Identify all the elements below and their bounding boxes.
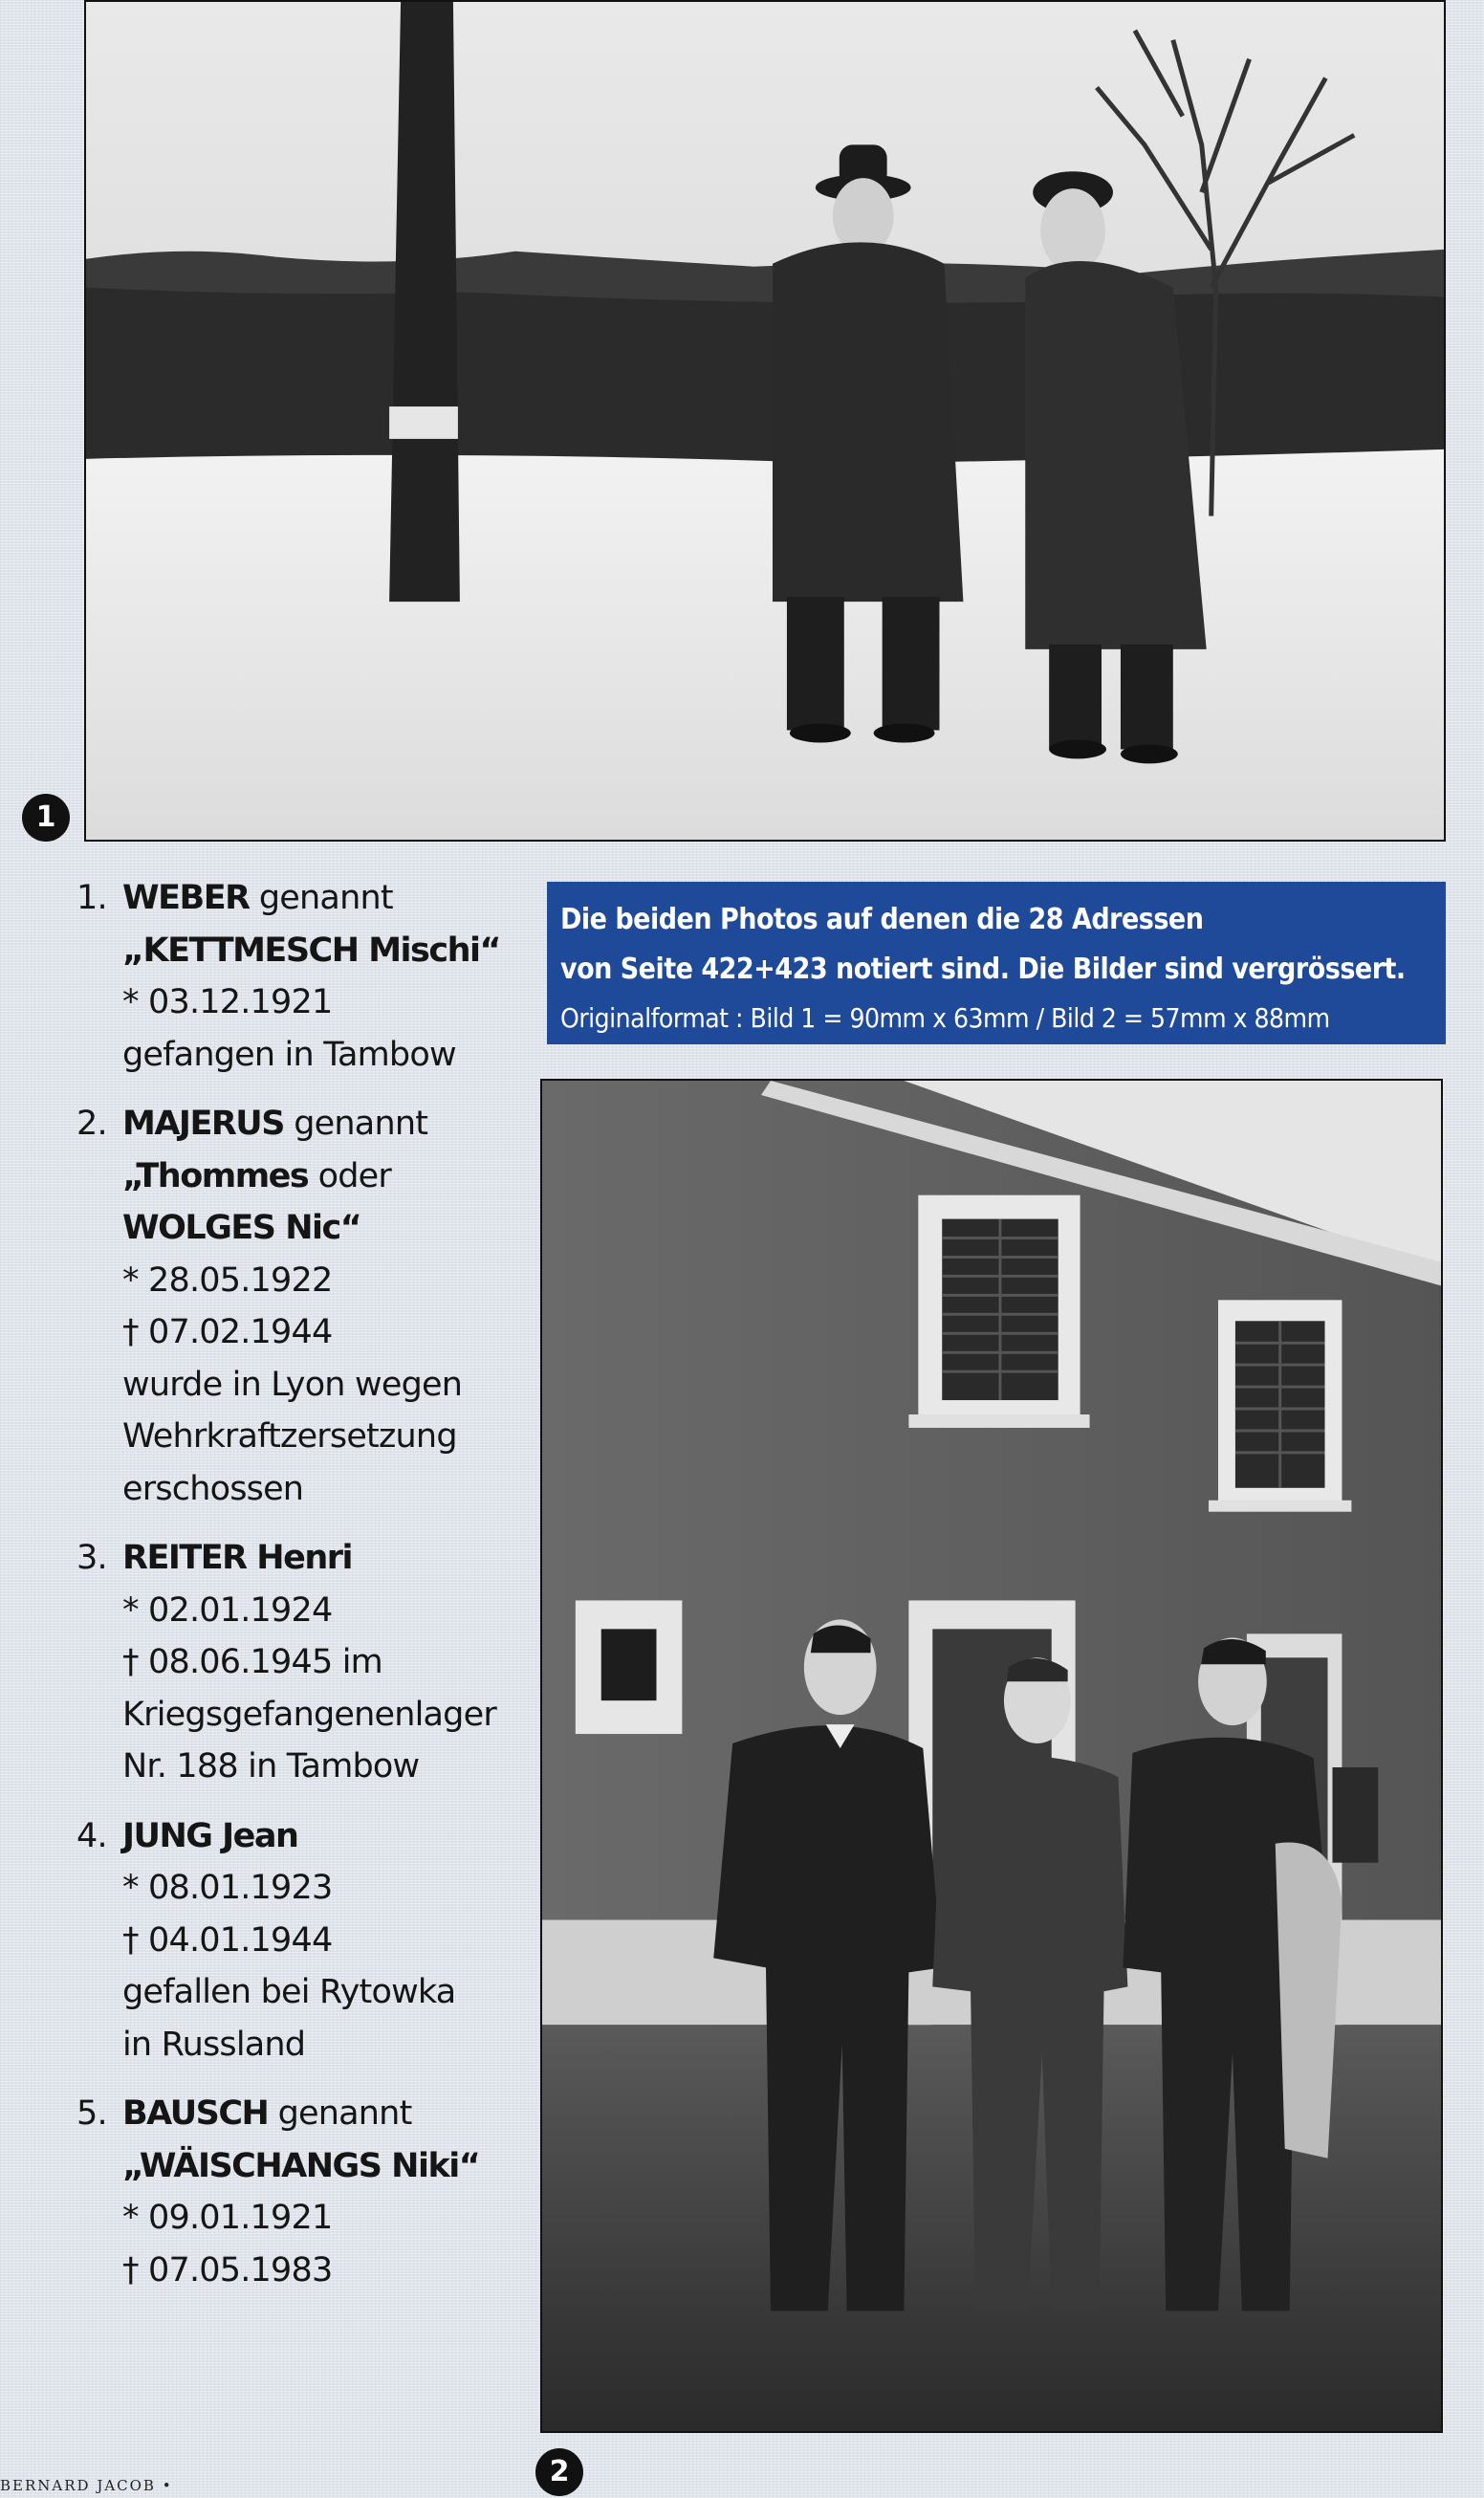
entry-note: gefallen bei Rytowka xyxy=(122,1973,456,2011)
entry-name: MAJERUS xyxy=(122,1105,284,1143)
entry-died: † 08.06.1945 im xyxy=(122,1643,382,1681)
entry-note: gefangen in Tambow xyxy=(122,1035,456,1074)
entry-name-suffix: genannt xyxy=(249,879,393,917)
footer-author: BERNARD JACOB • xyxy=(0,2477,173,2494)
entry-born: * 03.12.1921 xyxy=(122,983,333,1021)
photo-1-number-badge: 1 xyxy=(22,794,70,842)
caption-line-2: von Seite 422+423 notiert sind. Die Bilder sind vergrössert. xyxy=(560,953,1406,986)
entry-died: † 04.01.1944 xyxy=(122,1920,333,1960)
entry-note: wurde in Lyon wegen xyxy=(122,1365,463,1404)
entry-alias-suffix: oder xyxy=(308,1156,391,1195)
photo-1-image xyxy=(86,2,1444,840)
photo-2-number-badge: 2 xyxy=(535,2448,583,2496)
entry-born: * 28.05.1922 xyxy=(122,1260,333,1300)
entry-note: erschossen xyxy=(122,1469,304,1508)
entry-born: * 09.01.1921 xyxy=(122,2199,333,2237)
photo-caption-box xyxy=(547,882,1446,1044)
list-item xyxy=(57,872,526,1081)
entry-name: BAUSCH xyxy=(122,2094,269,2133)
entry-index: 3. xyxy=(76,1539,107,1577)
entry-index: 5. xyxy=(76,2094,107,2133)
entry-name: REITER Henri xyxy=(122,1539,353,1577)
entry-name: WEBER xyxy=(122,879,250,917)
entry-died: † 07.05.1983 xyxy=(122,2250,333,2290)
entry-alias: „Thommes xyxy=(122,1156,309,1195)
person-list xyxy=(57,872,526,2313)
list-item xyxy=(57,2088,526,2296)
entry-note: Kriegsgefangenenlager xyxy=(122,1695,496,1734)
entry-index: 4. xyxy=(76,1816,107,1855)
entry-name: JUNG Jean xyxy=(122,1816,298,1855)
entry-born: * 02.01.1924 xyxy=(122,1590,333,1630)
entry-died: † 07.02.1944 xyxy=(122,1313,333,1351)
entry-note: Nr. 188 in Tambow xyxy=(122,1747,420,1786)
photo-1-snow-scene xyxy=(84,0,1446,842)
list-item xyxy=(57,1098,526,1515)
list-item xyxy=(57,1810,526,2071)
entry-index: 2. xyxy=(76,1105,107,1143)
entry-alias: „KETTMESCH Mischi“ xyxy=(122,931,501,970)
photo-2-house-scene xyxy=(540,1079,1443,2433)
entry-index: 1. xyxy=(76,879,107,917)
entry-name-suffix: genannt xyxy=(268,2094,412,2133)
entry-born: * 08.01.1923 xyxy=(122,1869,333,1907)
entry-alias: „WÄISCHANGS Niki“ xyxy=(122,2146,480,2185)
entry-note: in Russland xyxy=(122,2025,306,2064)
entry-alias-2: WOLGES Nic“ xyxy=(122,1209,361,1247)
photo-2-image xyxy=(542,1081,1441,2431)
list-item xyxy=(57,1532,526,1793)
entry-name-suffix: genannt xyxy=(283,1105,428,1143)
caption-line-3: Originalformat : Bild 1 = 90mm x 63mm / Bild 2 = 57mm x 88mm xyxy=(560,1002,1330,1034)
caption-line-1: Die beiden Photos auf denen die 28 Adressen xyxy=(560,903,1204,936)
entry-note: Wehrkraftzersetzung xyxy=(122,1417,457,1456)
